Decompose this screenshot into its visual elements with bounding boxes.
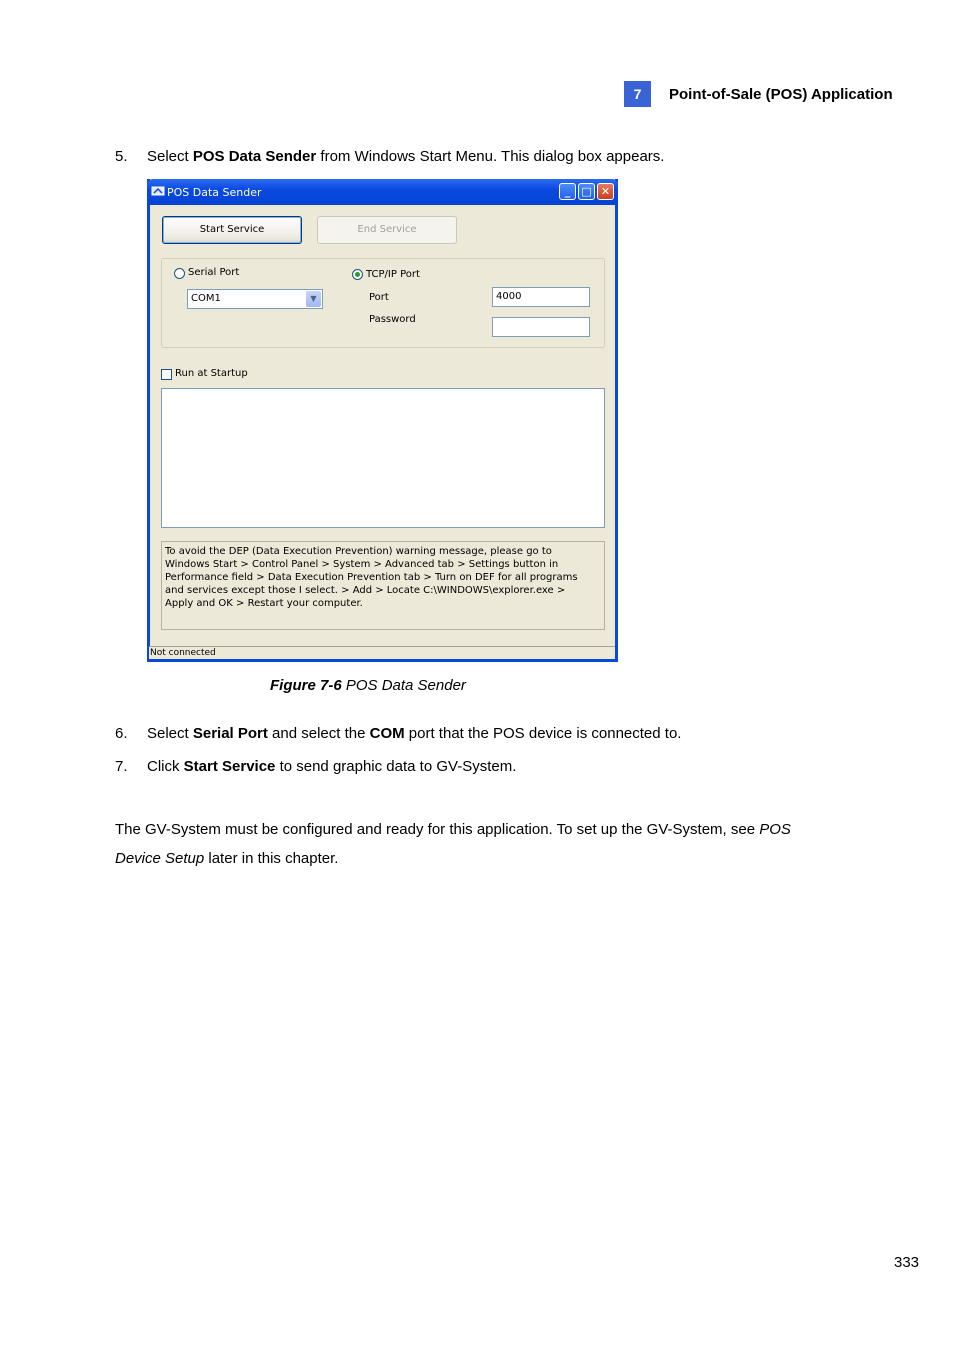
app-icon	[151, 184, 165, 198]
tcpip-port-radio[interactable]	[352, 269, 363, 280]
step-6-number: 6.	[115, 725, 128, 742]
note-line: Windows Start > Control Panel > System > Advanced tab > Settings button in	[165, 559, 559, 570]
com-port-value: COM1	[191, 293, 221, 304]
status-bar	[149, 646, 615, 659]
close-button[interactable]: ✕	[597, 183, 614, 200]
step-5-number: 5.	[115, 148, 128, 165]
run-at-startup-label: Run at Startup	[175, 368, 248, 379]
log-listbox[interactable]	[161, 388, 605, 528]
chapter-number-badge: 7	[624, 81, 651, 107]
step-7-text: Click Start Service to send graphic data to GV-System.	[147, 758, 517, 775]
note-line: Performance field > Data Execution Prevention tab > Turn on DEF for all programs	[165, 572, 578, 583]
end-service-button[interactable]: End Service	[317, 216, 457, 244]
serial-port-radio[interactable]	[174, 268, 185, 279]
closing-line-1: The GV-System must be configured and ready for this application. To set up the GV-System, see POS	[115, 821, 791, 838]
port-label: Port	[369, 292, 389, 303]
minimize-button[interactable]: _	[559, 183, 576, 200]
chapter-title: Point-of-Sale (POS) Application	[669, 86, 893, 103]
serial-port-label: Serial Port	[188, 267, 240, 278]
chevron-down-icon[interactable]: ▼	[306, 291, 321, 307]
page-number: 333	[894, 1254, 920, 1271]
figure-caption: Figure 7-6 POS Data Sender	[270, 677, 466, 694]
com-port-select[interactable]	[187, 289, 323, 309]
step-7-number: 7.	[115, 758, 128, 775]
window-title: POS Data Sender	[167, 186, 262, 199]
step-5-text: Select POS Data Sender from Windows Start Menu. This dialog box appears.	[147, 148, 665, 165]
start-service-button[interactable]: Start Service	[162, 216, 302, 244]
dep-note-box	[161, 541, 605, 630]
closing-line-2: Device Setup later in this chapter.	[115, 850, 339, 867]
note-line: and services except those I select. > Add > Locate C:\WINDOWS\explorer.exe >	[165, 585, 566, 596]
note-line: To avoid the DEP (Data Execution Prevention) warning message, please go to	[165, 546, 552, 557]
password-input[interactable]	[492, 317, 590, 337]
port-input[interactable]: 4000	[492, 287, 590, 307]
note-line: Apply and OK > Restart your computer.	[165, 598, 363, 609]
maximize-button[interactable]: □	[578, 183, 595, 200]
tcpip-port-label: TCP/IP Port	[366, 269, 420, 280]
run-at-startup-checkbox[interactable]	[161, 369, 172, 380]
step-6-text: Select Serial Port and select the COM port that the POS device is connected to.	[147, 725, 682, 742]
status-text: Not connected	[150, 648, 216, 658]
password-label: Password	[369, 314, 416, 325]
